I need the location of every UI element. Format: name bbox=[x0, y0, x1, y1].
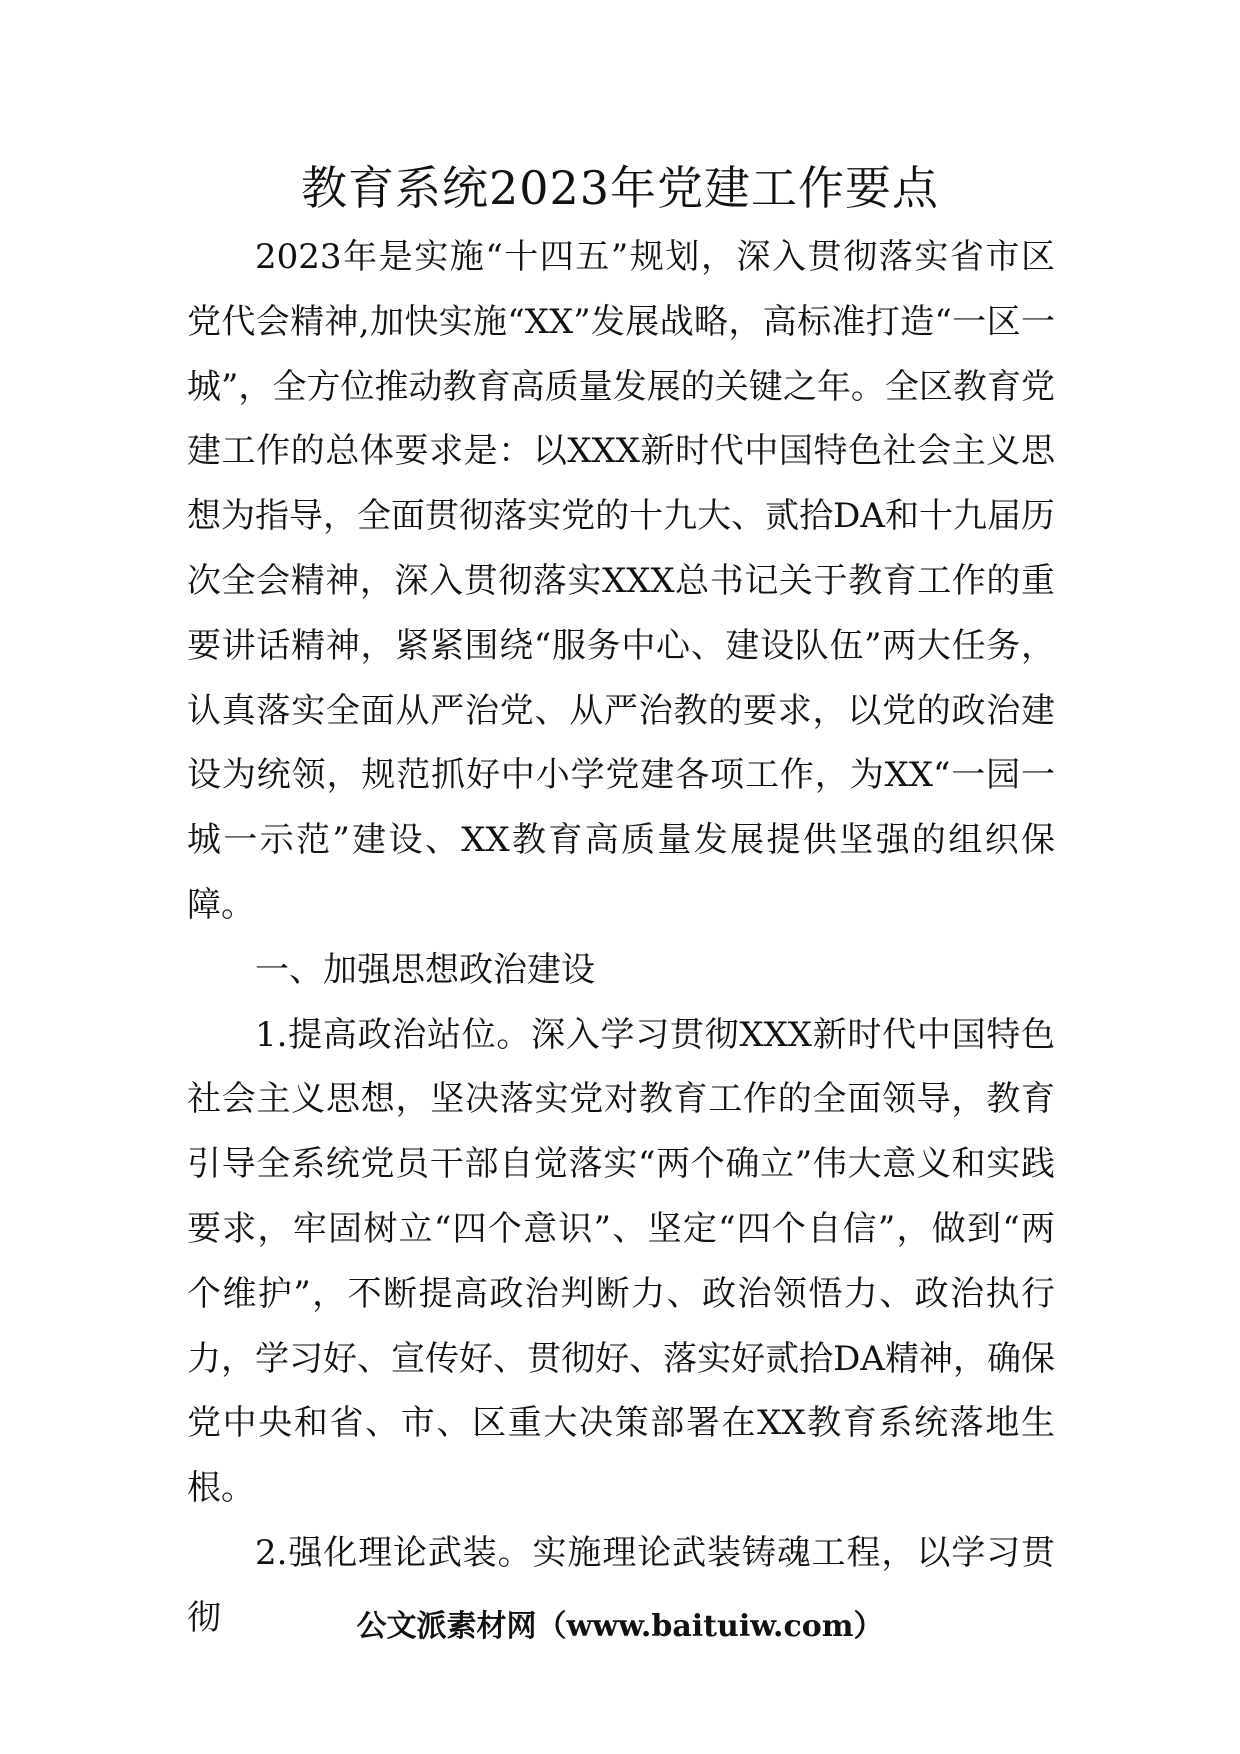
document-title: 教育系统2023年党建工作要点 bbox=[300, 161, 940, 215]
section-heading-1: 一、加强思想政治建设 bbox=[255, 949, 595, 990]
paragraph-item-2: 2.强化理论武装。实施理论武装铸魂工程，以学习贯彻 bbox=[187, 1532, 1055, 1638]
paragraph-item-1: 1.提高政治站位。深入学习贯彻XXX新时代中国特色社会主义思想，坚决落实党对教育工作的全面领导，教育引导全系统党员干部自觉落实“两个确立”伟大意义和实践要求，牢固树立“四个意识”、坚定“四个自信”，做到“两个维护”，不断提高政治判断力、政治领悟力、政治执行力，学习好、宣传好、贯彻好、落实好贰拾DA精神，确保党中央和省、市、区重大决策部署在XX教育系统落地生根。 bbox=[187, 1014, 1055, 1509]
document-body bbox=[187, 225, 1055, 1651]
footer-source: 公文派素材网（www.baituiw.com） bbox=[356, 1609, 884, 1644]
paragraph-intro: 2023年是实施“十四五”规划，深入贯彻落实省市区党代会精神,加快实施“XX”发展战略，高标准打造“一区一城”，全方位推动教育高质量发展的关键之年。全区教育党建工作的总体要求是：以XXX新时代中国特色社会主义思想为指导，全面贯彻落实党的十九大、贰拾DA和十九届历次全会精神，深入贯彻落实XXX总书记关于教育工作的重要讲话精神，紧紧围绕“服务中心、建设队伍”两大任务，认真落实全面从严治党、从严治教的要求，以党的政治建设为统领，规范抓好中小学党建各项工作，为XX“一园一城一示范”建设、XX教育高质量发展提供坚强的组织保障。 bbox=[187, 237, 1055, 925]
